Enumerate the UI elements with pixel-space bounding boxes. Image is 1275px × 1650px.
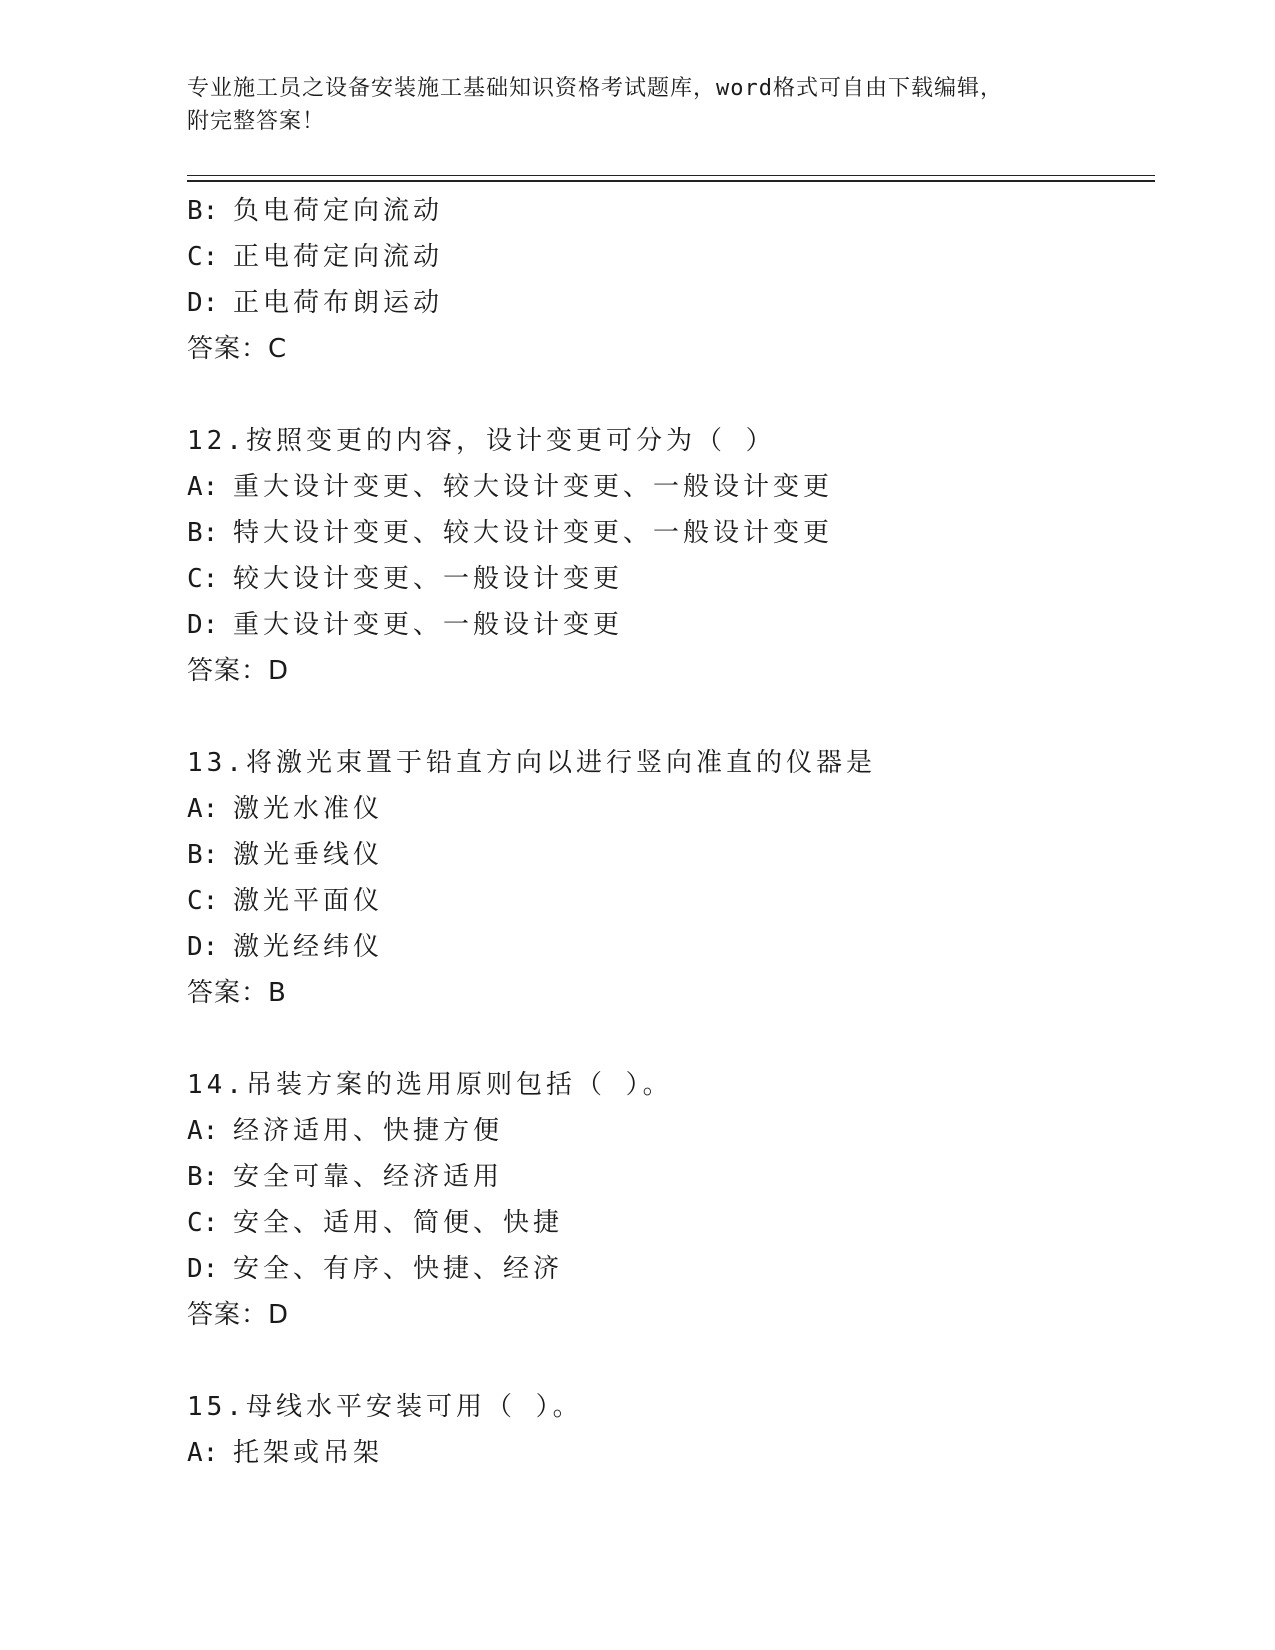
option-prefix: B: xyxy=(187,1162,219,1192)
option-c xyxy=(187,878,1155,924)
option-a xyxy=(187,1430,1155,1476)
question-12 xyxy=(187,418,1155,694)
option-b xyxy=(187,832,1155,878)
option-text: 正电荷布朗运动 xyxy=(233,288,444,318)
spacer xyxy=(187,1016,1155,1062)
option-prefix: A: xyxy=(187,1116,219,1146)
option-text: 安全、适用、简便、快捷 xyxy=(233,1208,564,1238)
question-11 xyxy=(187,188,1155,372)
option-text: 较大设计变更、一般设计变更 xyxy=(233,564,624,594)
option-prefix: C: xyxy=(187,564,219,594)
option-text: 负电荷定向流动 xyxy=(233,196,444,226)
question-stem: 12.按照变更的内容，设计变更可分为（ ） xyxy=(187,426,776,456)
answer-line: 答案：C xyxy=(187,334,288,364)
option-text: 经济适用、快捷方便 xyxy=(233,1116,504,1146)
question-stem: 15.母线水平安装可用（ ）。 xyxy=(187,1392,583,1422)
option-text: 重大设计变更、一般设计变更 xyxy=(233,610,624,640)
option-prefix: C: xyxy=(187,886,219,916)
option-c xyxy=(187,556,1155,602)
option-d xyxy=(187,280,1155,326)
option-prefix: C: xyxy=(187,242,219,272)
option-c xyxy=(187,1200,1155,1246)
option-prefix: D: xyxy=(187,932,219,962)
answer-line: 答案：D xyxy=(187,1300,290,1330)
document-header xyxy=(187,72,1087,138)
question-14 xyxy=(187,1062,1155,1338)
spacer xyxy=(187,372,1155,418)
option-text: 激光水准仪 xyxy=(233,794,384,824)
option-prefix: D: xyxy=(187,610,219,640)
option-d xyxy=(187,924,1155,970)
option-b xyxy=(187,510,1155,556)
option-c xyxy=(187,234,1155,280)
question-15 xyxy=(187,1384,1155,1476)
option-b xyxy=(187,188,1155,234)
question-stem: 13.将激光束置于铅直方向以进行竖向准直的仪器是 xyxy=(187,748,876,778)
spacer xyxy=(187,1338,1155,1384)
option-text: 安全可靠、经济适用 xyxy=(233,1162,504,1192)
header-line-2: 附完整答案！ xyxy=(187,109,326,134)
option-prefix: D: xyxy=(187,288,219,318)
option-d xyxy=(187,1246,1155,1292)
option-text: 正电荷定向流动 xyxy=(233,242,444,272)
option-text: 安全、有序、快捷、经济 xyxy=(233,1254,564,1284)
answer-line: 答案：B xyxy=(187,978,287,1008)
question-stem: 14.吊装方案的选用原则包括（ ）。 xyxy=(187,1070,673,1100)
option-prefix: A: xyxy=(187,472,219,502)
option-text: 重大设计变更、较大设计变更、一般设计变更 xyxy=(233,472,834,502)
option-text: 特大设计变更、较大设计变更、一般设计变更 xyxy=(233,518,834,548)
option-text: 托架或吊架 xyxy=(233,1438,384,1468)
option-prefix: C: xyxy=(187,1208,219,1238)
option-text: 激光垂线仪 xyxy=(233,840,384,870)
option-a xyxy=(187,464,1155,510)
option-prefix: D: xyxy=(187,1254,219,1284)
header-line-1: 专业施工员之设备安装施工基础知识资格考试题库，word格式可自由下载编辑， xyxy=(187,76,1003,101)
option-prefix: A: xyxy=(187,794,219,824)
option-a xyxy=(187,786,1155,832)
answer-line: 答案：D xyxy=(187,656,290,686)
option-text: 激光经纬仪 xyxy=(233,932,384,962)
header-rule-thin xyxy=(187,175,1155,176)
option-prefix: B: xyxy=(187,518,219,548)
option-prefix: A: xyxy=(187,1438,219,1468)
option-b xyxy=(187,1154,1155,1200)
question-list xyxy=(187,188,1155,1476)
question-13 xyxy=(187,740,1155,1016)
option-prefix: B: xyxy=(187,196,219,226)
option-prefix: B: xyxy=(187,840,219,870)
option-text: 激光平面仪 xyxy=(233,886,384,916)
option-d xyxy=(187,602,1155,648)
option-a xyxy=(187,1108,1155,1154)
spacer xyxy=(187,694,1155,740)
header-rule-thick xyxy=(187,180,1155,182)
